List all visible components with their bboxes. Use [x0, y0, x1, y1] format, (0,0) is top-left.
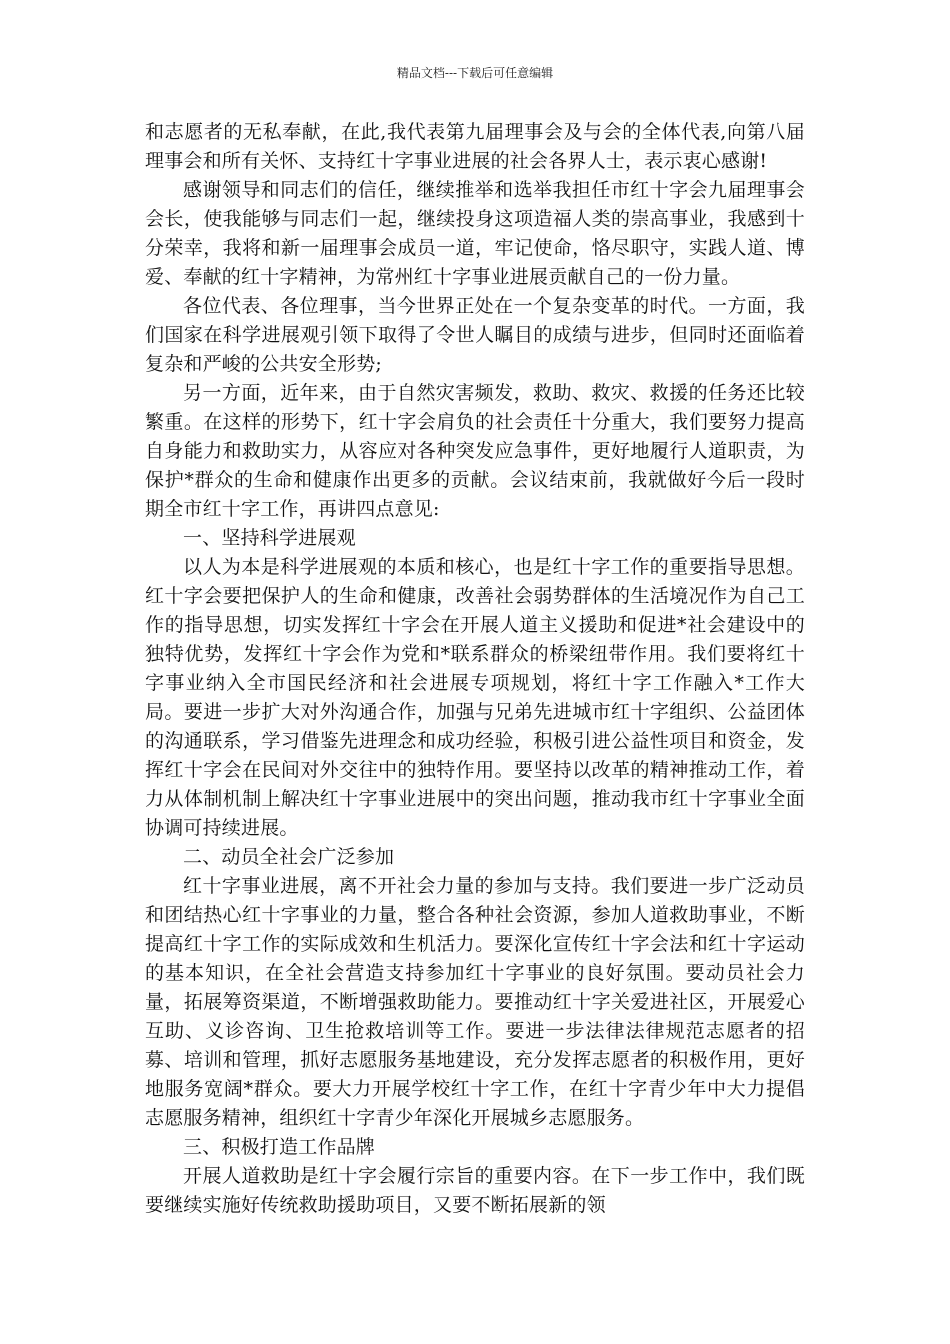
paragraph-situation: 各位代表、各位理事，当今世界正处在一个复杂变革的时代。一方面，我们国家在科学进展观引领下取得了令世人瞩目的成绩与进步，但同时还面临着复杂和严峻的公共安全形势;: [145, 295, 805, 375]
paragraph-thanks: 感谢领导和同志们的信任，继续推举和选举我担任市红十字会九届理事会会长，使我能够与同志们一起，继续投身这项造福人类的崇高事业，我感到十分荣幸，我将和新一届理事会成员一道，牢记使命，恪尽职守，实践人道、博爱、奉献的红十字精神，为常州红十字事业进展贡献自己的一份力量。: [145, 179, 805, 288]
section-heading-2: 二、动员全社会广泛参加: [183, 846, 395, 868]
section-heading-3: 三、积极打造工作品牌: [183, 1136, 376, 1158]
section-heading-1: 一、坚持科学进展观: [183, 527, 356, 549]
paragraph-section-1: 以人为本是科学进展观的本质和核心，也是红十字工作的重要指导思想。红十字会要把保护人的生命和健康，改善社会弱势群体的生活境况作为自己工作的指导思想，切实发挥红十字会在开展人道主义援助和促进*社会建设中的独特优势，发挥红十字会作为党和*联系群众的桥梁纽带作用。我们要将红十字事业纳入全市国民经济和社会进展专项规划，将红十字工作融入*工作大局。要进一步扩大对外沟通合作，加强与兄弟先进城市红十字组织、公益团体的沟通联系，学习借鉴先进理念和成功经验，积极引进公益性项目和资金，发挥红十字会在民间对外交往中的独特作用。要坚持以改革的精神推动工作，着力从体制机制上解决红十字事业进展中的突出问题，推动我市红十字事业全面协调可持续进展。: [145, 556, 805, 839]
paragraph-disasters: 另一方面，近年来，由于自然灾害频发，救助、救灾、救援的任务还比较繁重。在这样的形势下，红十字会肩负的社会责任十分重大，我们要努力提高自身能力和救助实力，从容应对各种突发应急事件，更好地履行人道职责，为保护*群众的生命和健康作出更多的贡献。会议结束前，我就做好今后一段时期全市红十字工作，再讲四点意见:: [145, 382, 805, 520]
document-body: [145, 118, 805, 1220]
paragraph-continuation: 和志愿者的无私奉献，在此,我代表第九届理事会及与会的全体代表,向第八届理事会和所有关怀、支持红十字事业进展的社会各界人士，表示衷心感谢!: [145, 121, 805, 172]
paragraph-section-2: 红十字事业进展，离不开社会力量的参加与支持。我们要进一步广泛动员和团结热心红十字事业的力量，整合各种社会资源，参加人道救助事业，不断提高红十字工作的实际成效和生机活力。要深化宣传红十字会法和红十字运动的基本知识，在全社会营造支持参加红十字事业的良好氛围。要动员社会力量，拓展筹资渠道，不断增强救助能力。要推动红十字关爱进社区，开展爱心互助、义诊咨询、卫生抢救培训等工作。要进一步法律法律规范志愿者的招募、培训和管理，抓好志愿服务基地建设，充分发挥志愿者的积极作用，更好地服务宽阔*群众。要大力开展学校红十字工作，在红十字青少年中大力提倡志愿服务精神，组织红十字青少年深化开展城乡志愿服务。: [145, 875, 805, 1129]
paragraph-section-3: 开展人道救助是红十字会履行宗旨的重要内容。在下一步工作中，我们既要继续实施好传统救助援助项目，又要不断拓展新的领: [145, 1165, 805, 1216]
page-header: 精品文档---下载后可任意编辑: [396, 66, 554, 80]
